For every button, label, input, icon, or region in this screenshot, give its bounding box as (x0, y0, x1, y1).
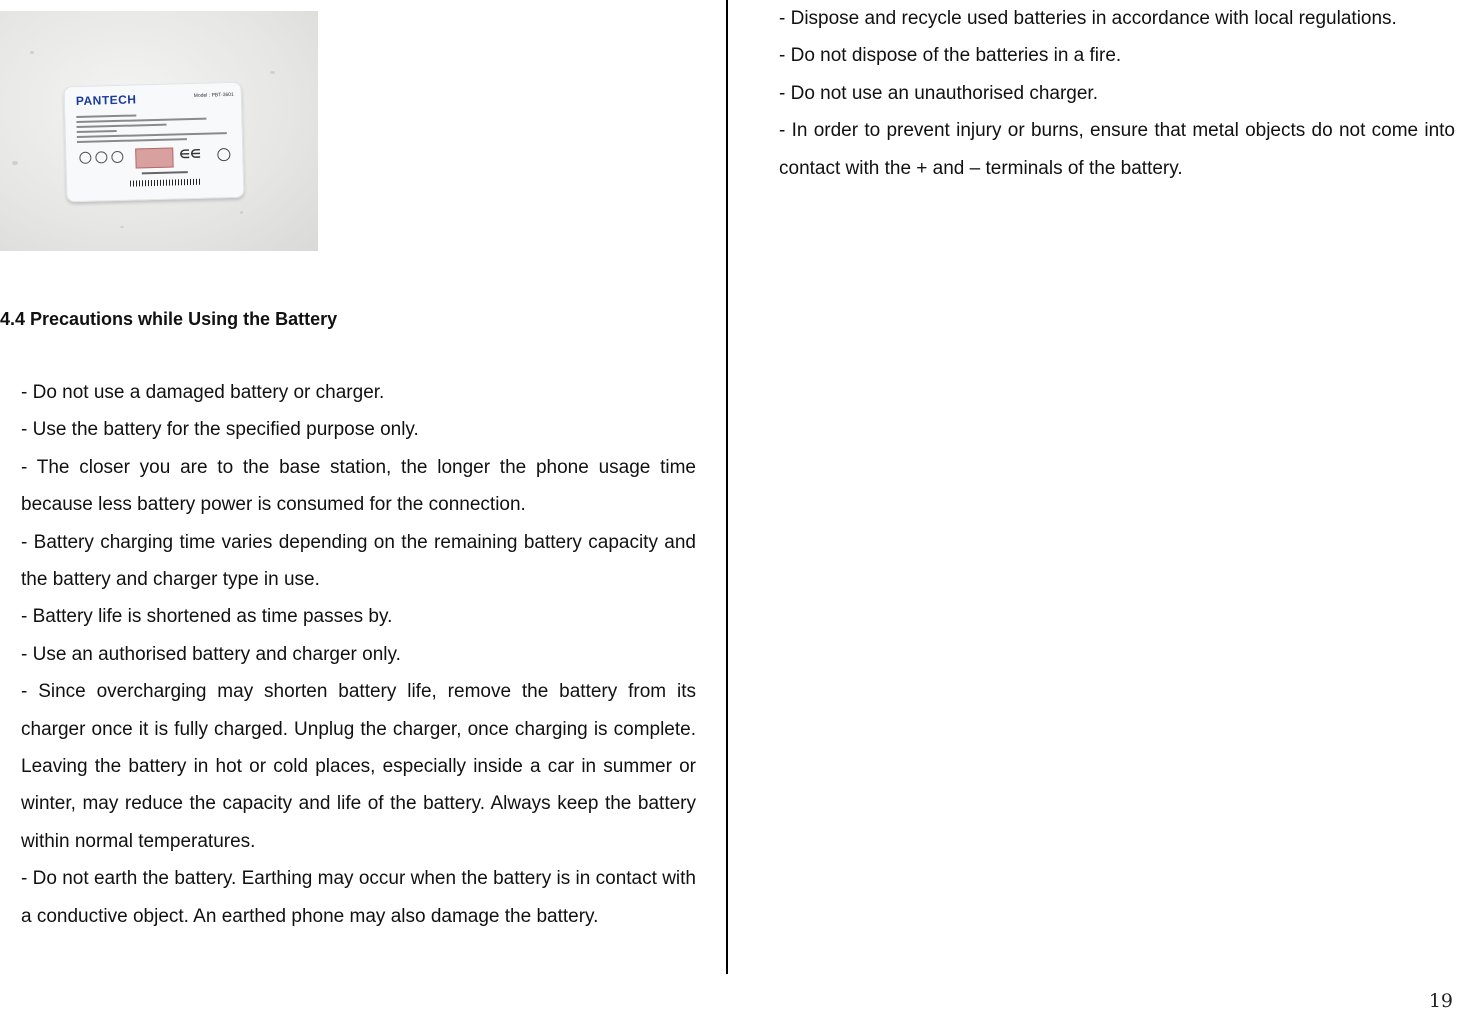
battery-model-text: Model : PBT-3601 (193, 91, 234, 99)
red-seal-stamp (135, 148, 174, 169)
recycle-icon (95, 151, 107, 163)
list-item: - Since overcharging may shorten battery life, remove the battery from its charger once it is fully charged. Unplug the charger, once charging is complete. Leaving the battery in hot or cold places, especially inside a car in summer or winter, may reduce the capacity and life of the battery. Always keep the battery within normal temperatures. (21, 681, 696, 852)
serial-line (142, 171, 188, 174)
photo-speck (240, 211, 243, 214)
photo-speck (30, 51, 34, 54)
page-number: 19 (1428, 990, 1453, 1012)
barcode (130, 179, 200, 187)
fine-print-line (76, 118, 206, 123)
fine-print-line (77, 132, 227, 138)
list-item: - Dispose and recycle used batteries in accordance with local regulations. (779, 8, 1397, 29)
ce-mark-icon: ∈∈ (179, 146, 202, 162)
list-item: - Do not earth the battery. Earthing may occur when the battery is in contact with a conductive object. An earthed phone may also damage the battery. (21, 868, 696, 927)
battery-photo (0, 11, 318, 251)
disposal-icon (79, 152, 91, 164)
section-title: 4.4 Precautions while Using the Battery (0, 309, 338, 329)
certification-icon (217, 148, 230, 161)
list-item: - Do not dispose of the batteries in a fire. (779, 45, 1122, 67)
photo-speck (120, 226, 124, 228)
right-precautions-list (779, 0, 1455, 187)
fine-print-line (77, 124, 167, 128)
list-item: - The closer you are to the base station, the longer the phone usage time because less battery power is consumed for the connection. (21, 456, 696, 516)
column-divider (726, 0, 728, 974)
battery-brand-logo: PANTECH (75, 92, 137, 109)
fine-print-line (77, 138, 187, 143)
fine-print-line (76, 114, 136, 118)
photo-speck (12, 161, 18, 165)
recycle-icon (111, 151, 123, 163)
photo-speck (270, 71, 275, 74)
list-item: - Do not use a damaged battery or charger. (21, 382, 385, 403)
left-precautions-list (21, 374, 696, 935)
fine-print-line (77, 130, 117, 133)
list-item: - Battery life is shortened as time passes by. (21, 606, 393, 628)
list-item: - Use an authorised battery and charger only. (21, 643, 401, 665)
list-item: - Use the battery for the specified purpose only. (21, 419, 419, 441)
list-item: - Do not use an unauthorised charger. (779, 82, 1098, 104)
list-item: - Battery charging time varies depending on the remaining battery capacity and the battery and charger type in use. (21, 531, 696, 591)
list-item: - In order to prevent injury or burns, ensure that metal objects do not come into contact with the + and – terminals of the battery. (779, 120, 1455, 179)
battery-label (64, 82, 245, 203)
